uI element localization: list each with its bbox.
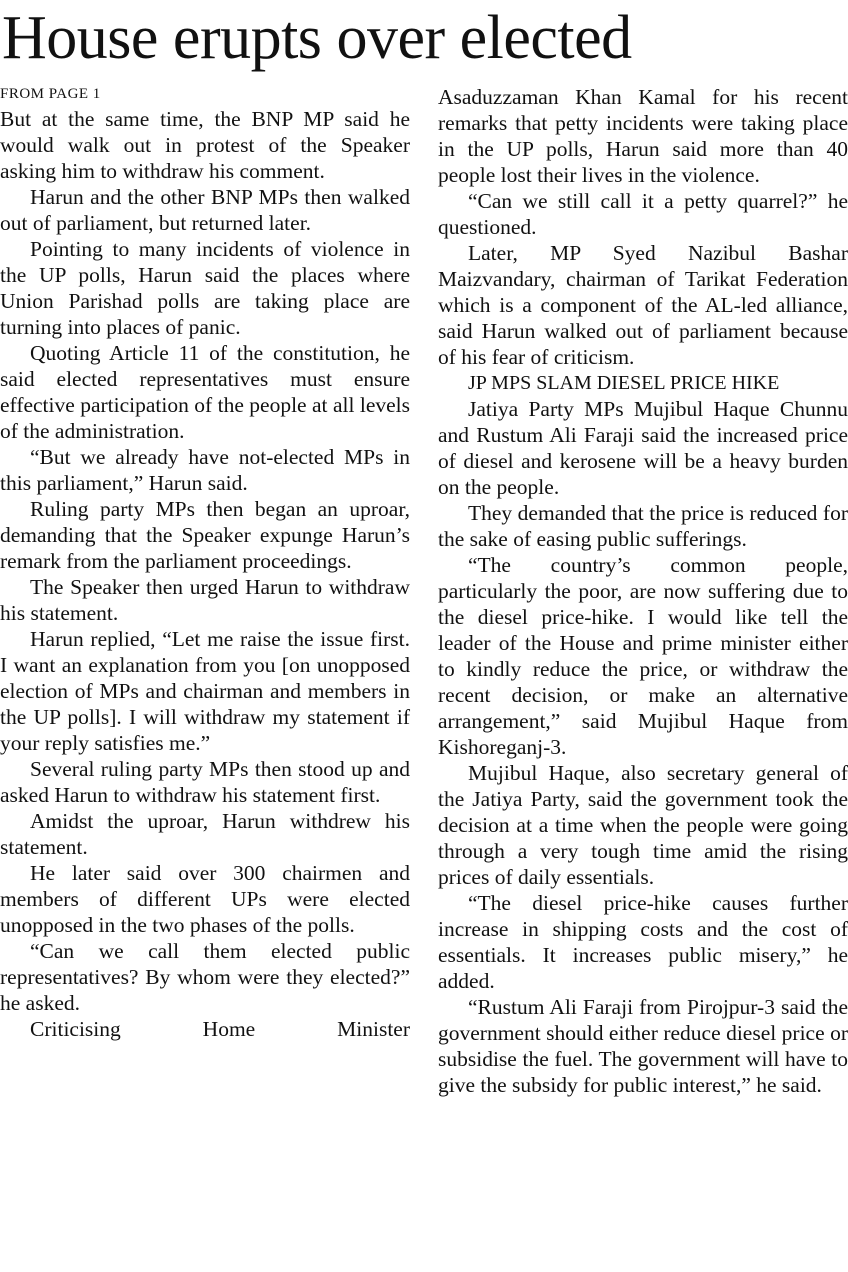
paragraph: Mujibul Haque, also secretary general of the Jatiya Party, said the government took the decision at a time when the people were going through a very tough time amid the rising prices of daily essentials. [438,761,848,889]
paragraph: Harun and the other BNP MPs then walked out of parliament, but returned later. [0,185,410,235]
paragraph: Harun replied, “Let me raise the issue first. I want an explanation from you [on unopposed election of MPs and chairman and members in the UP polls]. I will withdraw my statement if your reply satisfies me.” [0,627,410,755]
paragraph: Several ruling party MPs then stood up and asked Harun to withdraw his statement first. [0,757,410,807]
paragraph: Ruling party MPs then began an uproar, demanding that the Speaker expunge Harun’s remark from the parliament proceedings. [0,497,410,573]
paragraph: “Can we call them elected public representatives? By whom were they elected?” he asked. [0,939,410,1015]
right-column [438,84,848,1098]
paragraph: Asaduzzaman Khan Kamal for his recent remarks that petty incidents were taking place in the UP polls, Harun said more than 40 people lost their lives in the violence. [438,85,848,187]
paragraph: Criticising Home Minister [30,1017,410,1041]
paragraph: The Speaker then urged Harun to withdraw his statement. [0,575,410,625]
paragraph: But at the same time, the BNP MP said he would walk out in protest of the Speaker asking him to withdraw his comment. [0,107,410,183]
headline: House erupts over elected [2,4,632,72]
jump-label: FROM PAGE 1 [0,86,101,102]
left-column [0,82,410,1042]
paragraph: “The country’s common people, particularly the poor, are now suffering due to the diesel price-hike. I would like tell the leader of the House and prime minister either to kindly reduce the price, or withdraw the recent decision, or make an alternative arrangement,” said Mujibul Haque from Kishoreganj-3. [438,553,848,759]
paragraph: Quoting Article 11 of the constitution, he said elected representatives must ensure effective participation of the people at all levels of the administration. [0,341,410,443]
paragraph: “The diesel price-hike causes further increase in shipping costs and the cost of essentials. It increases public misery,” he added. [438,891,848,993]
paragraph: “Can we still call it a petty quarrel?” he questioned. [438,189,848,239]
paragraph: “Rustum Ali Faraji from Pirojpur-3 said the government should either reduce diesel price or subsidise the fuel. The government will have to give the subsidy for public interest,” he said. [438,995,848,1097]
paragraph: Jatiya Party MPs Mujibul Haque Chunnu and Rustum Ali Faraji said the increased price of diesel and kerosene will be a heavy burden on the people. [438,397,848,499]
paragraph: Pointing to many incidents of violence in the UP polls, Harun said the places where Union Parishad polls are taking place are turning into places of panic. [0,237,410,339]
paragraph: “But we already have not-elected MPs in this parliament,” Harun said. [0,445,410,495]
subhead: JP MPS SLAM DIESEL PRICE HIKE [468,372,780,394]
paragraph: He later said over 300 chairmen and members of different UPs were elected unopposed in the two phases of the polls. [0,861,410,937]
paragraph: Later, MP Syed Nazibul Bashar Maizvandary, chairman of Tarikat Federation which is a component of the AL-led alliance, said Harun walked out of parliament because of his fear of criticism. [438,241,848,369]
paragraph: Amidst the uproar, Harun withdrew his statement. [0,809,410,859]
paragraph: They demanded that the price is reduced for the sake of easing public sufferings. [438,501,848,551]
